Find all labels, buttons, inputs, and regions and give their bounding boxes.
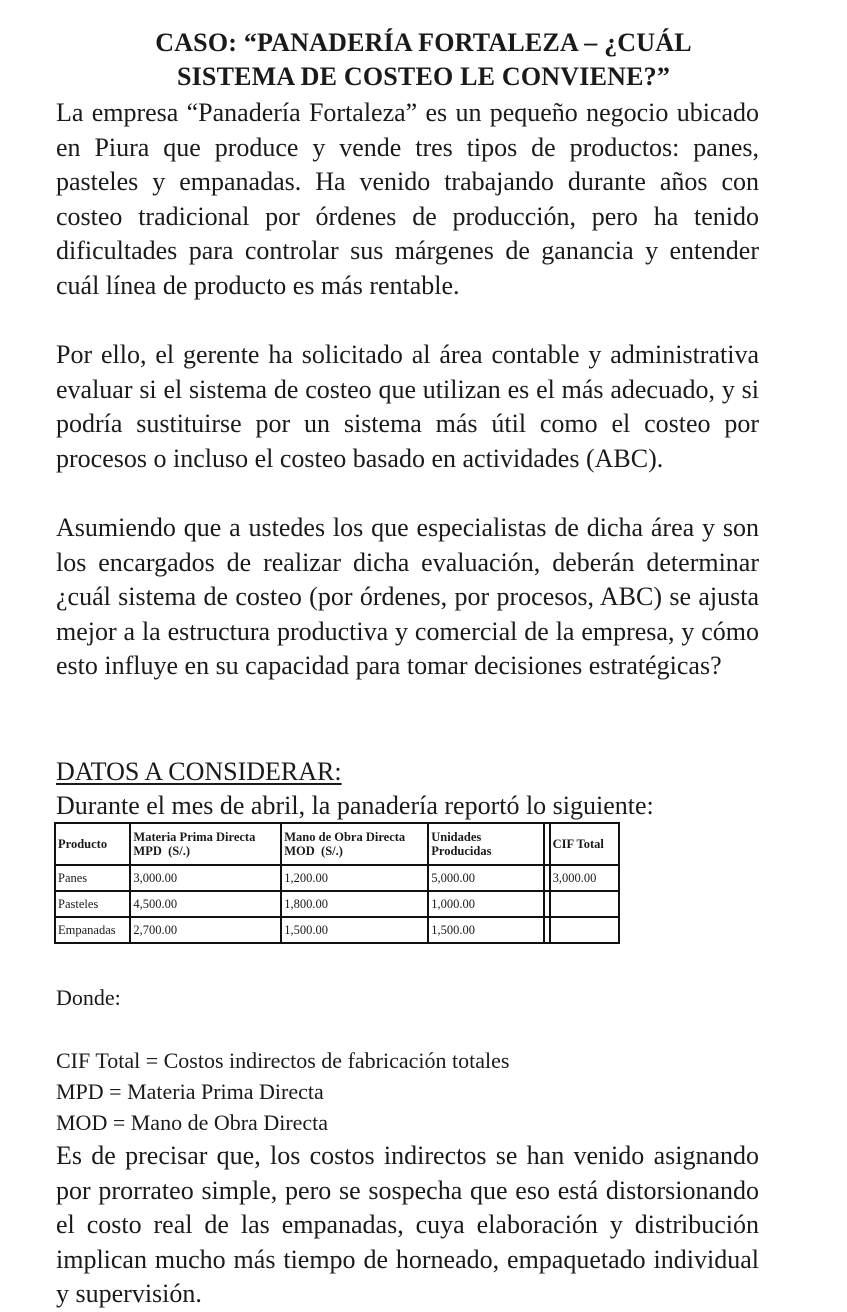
case-title xyxy=(40,26,807,94)
paragraph-manager-request: Por ello, el gerente ha solicitado al área contable y administrativa evaluar si el sistema de costeo que utilizan es el más adecuado, y si podría sustituirse por un sistema más útil como el costeo por procesos o incluso el costeo basado en actividades (ABC). xyxy=(56,340,759,473)
paragraph-question: Asumiendo que a ustedes los que especialistas de dicha área y son los encargados de realizar dicha evaluación, deberán determinar ¿cuál sistema de costeo (por órdenes, por procesos, ABC) se ajusta mejor a la estructura productiva y comercial de la empresa, y cómo esto influye en su capacidad para tomar decisiones estratégicas? xyxy=(56,513,759,681)
cell-unidades: 1,000.00 xyxy=(429,892,545,918)
cell-unidades: 1,500.00 xyxy=(429,918,545,944)
case-title-line-1: CASO: “PANADERÍA FORTALEZA – ¿CUÁL xyxy=(155,28,692,57)
cell-producto: Panes xyxy=(54,866,131,892)
table-row xyxy=(54,892,620,918)
cell-producto: Pasteles xyxy=(54,892,131,918)
cost-data-table-wrapper xyxy=(54,822,620,944)
header-mod-line-2: MOD (S/.) xyxy=(284,844,343,858)
table-header-row xyxy=(54,822,620,866)
paragraph-indirect-costs: Es de precisar que, los costos indirectos se han venido asignando por prorrateo simple, pero se sospecha que eso está distorsionando el costo real de las empanadas, cuya elaboración y distribución implican mucho más tiempo de horneado, empaquetado individual y supervisión. xyxy=(56,1141,759,1309)
donde-label: Donde: xyxy=(56,985,121,1010)
definition-mpd: MPD = Materia Prima Directa xyxy=(56,1079,324,1104)
cell-mod: 1,200.00 xyxy=(282,866,429,892)
cell-producto: Empanadas xyxy=(54,918,131,944)
cell-cif: 3,000.00 xyxy=(551,866,620,892)
header-mod-line-1: Mano de Obra Directa xyxy=(284,830,406,844)
cell-mpd: 4,500.00 xyxy=(131,892,282,918)
cell-cif xyxy=(551,918,620,944)
header-producto: Producto xyxy=(54,822,131,866)
section-heading-datos: DATOS A CONSIDERAR: xyxy=(56,757,342,786)
header-unidades-line-1: Unidades xyxy=(431,830,482,844)
table-row xyxy=(54,918,620,944)
case-title-line-2: SISTEMA DE COSTEO LE CONVIENE?” xyxy=(176,62,671,91)
cost-data-table xyxy=(54,822,620,944)
header-unidades-line-2: Producidas xyxy=(431,844,492,858)
cell-mod: 1,500.00 xyxy=(282,918,429,944)
header-mpd xyxy=(131,822,282,866)
header-mod xyxy=(282,822,429,866)
paragraph-intro: La empresa “Panadería Fortaleza” es un pequeño negocio ubicado en Piura que produce y vende tres tipos de productos: panes, pasteles y empanadas. Ha venido trabajando durante años con costeo tradicional por órdenes de producción, pero ha tenido dificultades para controlar sus márgenes de ganancia y entender cuál línea de producto es más rentable. xyxy=(56,98,759,300)
cell-mpd: 3,000.00 xyxy=(131,866,282,892)
cell-cif xyxy=(551,892,620,918)
table-row xyxy=(54,866,620,892)
definition-mod: MOD = Mano de Obra Directa xyxy=(56,1110,329,1135)
cell-unidades: 5,000.00 xyxy=(429,866,545,892)
cell-mpd: 2,700.00 xyxy=(131,918,282,944)
section-intro: Durante el mes de abril, la panadería reportó lo siguiente: xyxy=(56,791,654,820)
definition-cif: CIF Total = Costos indirectos de fabricación totales xyxy=(56,1048,510,1073)
header-unidades xyxy=(429,822,545,866)
cell-mod: 1,800.00 xyxy=(282,892,429,918)
header-cif-total: CIF Total xyxy=(551,822,620,866)
definitions-list xyxy=(56,1045,509,1138)
header-mpd-line-2: MPD (S/.) xyxy=(133,844,190,858)
header-mpd-line-1: Materia Prima Directa xyxy=(133,830,256,844)
